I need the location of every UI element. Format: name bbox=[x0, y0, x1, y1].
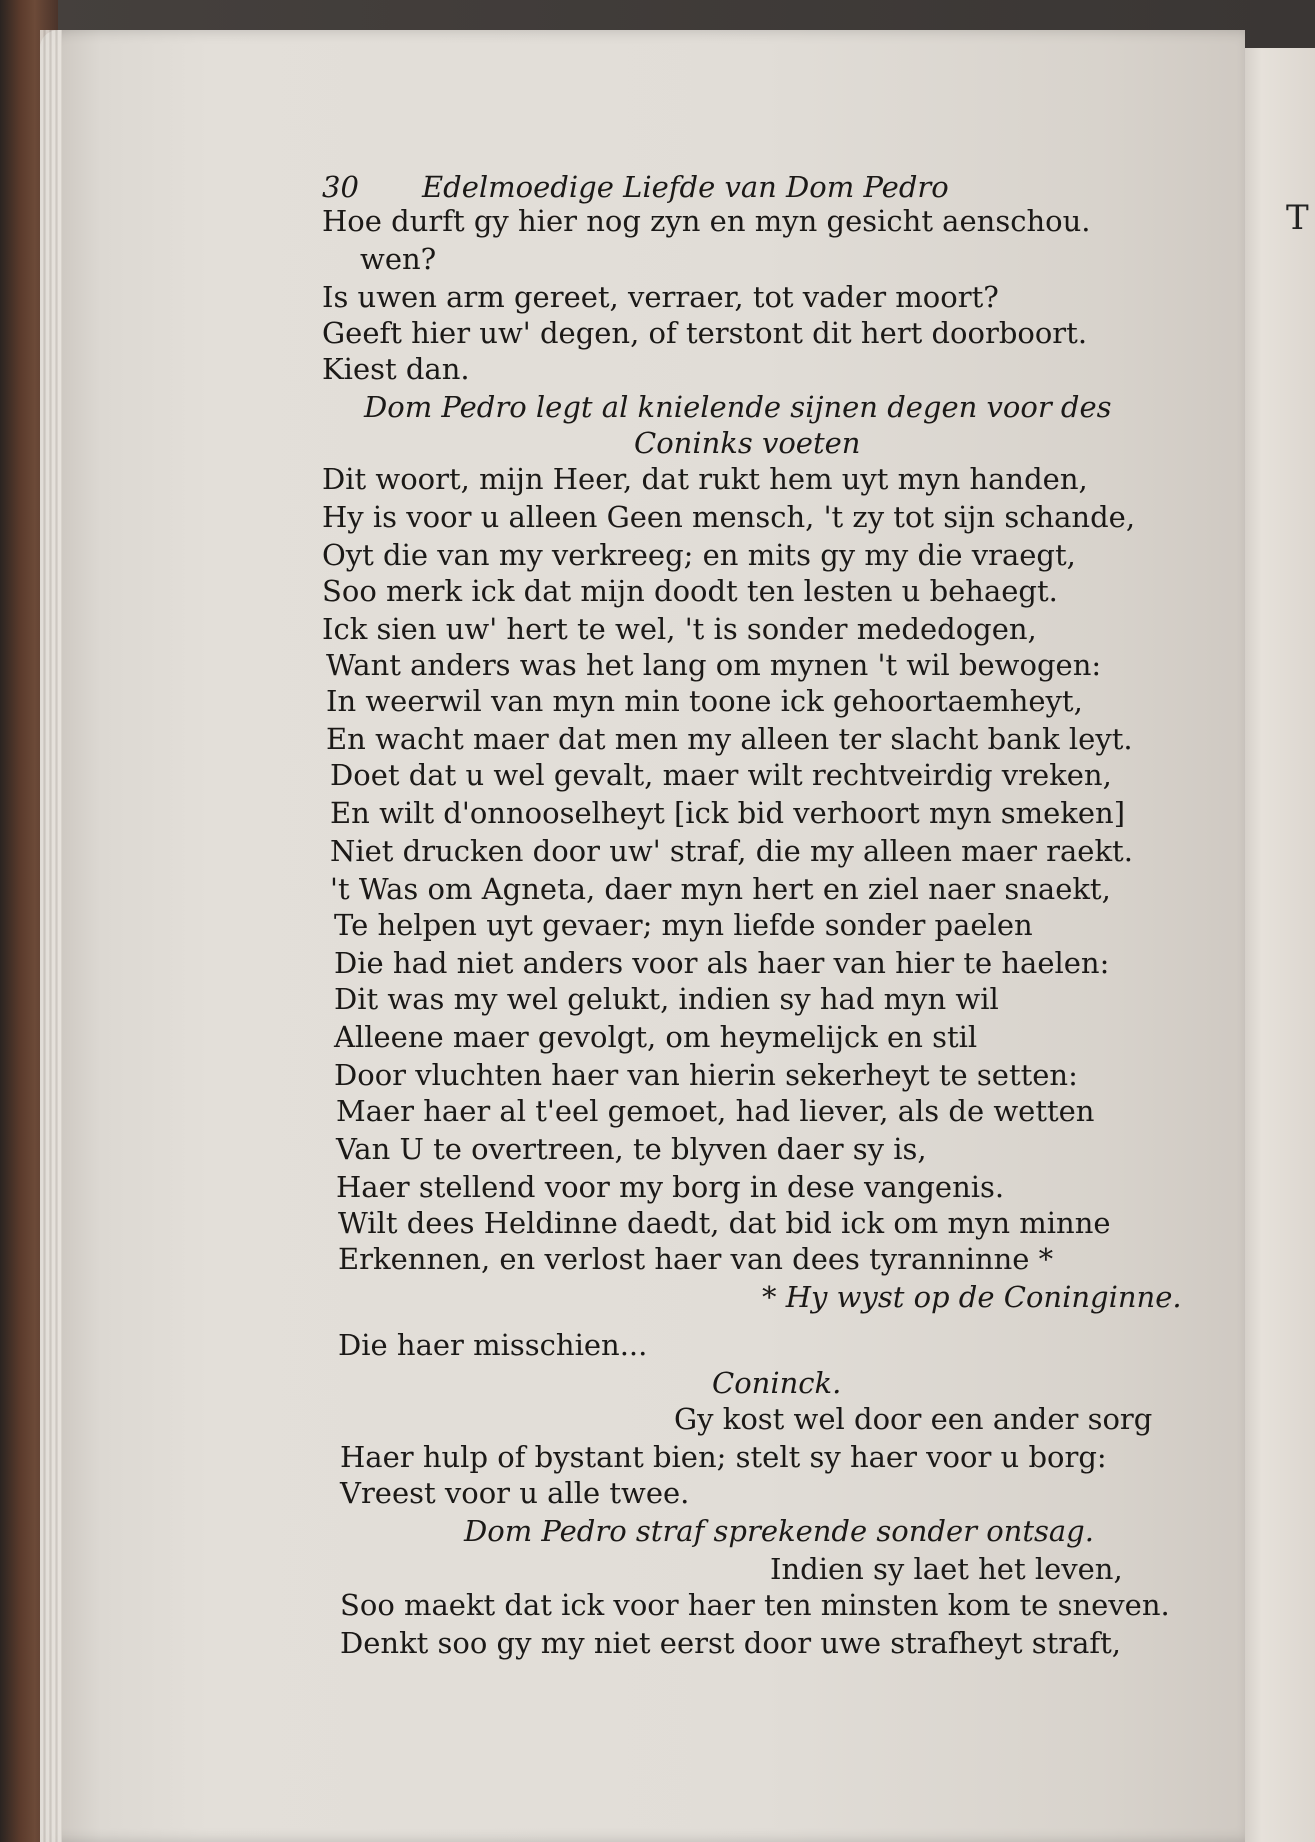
stage-note: * Hy wyst op de Coninginne. bbox=[762, 1280, 1182, 1314]
verse-line: Alleene maer gevolgt, om heymelijck en stil bbox=[334, 1020, 978, 1054]
verse-line: Dit woort, mijn Heer, dat rukt hem uyt myn handen, bbox=[322, 462, 1088, 496]
running-header bbox=[322, 170, 949, 204]
verse-line: Door vluchten haer van hierin sekerheyt te setten: bbox=[334, 1058, 1078, 1092]
verse-line: wen? bbox=[360, 242, 437, 276]
verse-line: Hoe durft gy hier nog zyn en myn gesicht aenschou. bbox=[322, 204, 1091, 238]
verse-line: En wacht maer dat men my alleen ter slacht bank leyt. bbox=[326, 722, 1133, 756]
verse-line: Die had niet anders voor als haer van hier te haelen: bbox=[334, 946, 1110, 980]
verse-line: Haer stellend voor my borg in dese vangenis. bbox=[336, 1170, 1005, 1204]
page-edges bbox=[40, 30, 62, 1842]
verse-line: Van U te overtreen, te blyven daer sy is, bbox=[336, 1132, 927, 1166]
verse-line: Gy kost wel door een ander sorg bbox=[674, 1402, 1153, 1436]
stage-direction: Coninks voeten bbox=[634, 426, 861, 460]
verse-line: Kiest dan. bbox=[322, 352, 470, 386]
verse-line: Niet drucken door uw' straf, die my alleen maer raekt. bbox=[330, 834, 1133, 868]
verse-line: Soo maekt dat ick voor haer ten minsten kom te sneven. bbox=[340, 1588, 1170, 1622]
verse-line: Ick sien uw' hert te wel, 't is sonder mededogen, bbox=[322, 612, 1037, 646]
verse-line: Doet dat u wel gevalt, maer wilt rechtveirdig vreken, bbox=[330, 758, 1112, 792]
verse-line: Indien sy laet het leven, bbox=[770, 1552, 1123, 1586]
verse-line: Die haer misschien... bbox=[338, 1328, 648, 1362]
verse-line: Vreest voor u alle twee. bbox=[340, 1476, 690, 1510]
stage-direction: Dom Pedro straf sprekende sonder ontsag. bbox=[464, 1514, 1094, 1548]
page-number: 30 bbox=[322, 170, 359, 204]
stage-direction: Dom Pedro legt al knielende sijnen degen voor des bbox=[364, 390, 1112, 424]
verse-line: Denkt soo gy my niet eerst door uwe strafheyt straft, bbox=[340, 1626, 1122, 1660]
facing-page-mark: T bbox=[1286, 198, 1309, 238]
verse-line: En wilt d'onnooselheyt [ick bid verhoort myn smeken] bbox=[330, 796, 1126, 830]
facing-page bbox=[1236, 48, 1315, 1842]
verse-line: Te helpen uyt gevaer; myn liefde sonder paelen bbox=[334, 908, 1033, 942]
verse-line: Geeft hier uw' degen, of terstont dit hert doorboort. bbox=[322, 316, 1088, 350]
running-title: Edelmoedige Liefde van Dom Pedro bbox=[422, 170, 949, 204]
verse-line: Wilt dees Heldinne daedt, dat bid ick om myn minne bbox=[338, 1206, 1111, 1240]
verse-line: Haer hulp of bystant bien; stelt sy haer voor u borg: bbox=[340, 1440, 1107, 1474]
verse-line: Hy is voor u alleen Geen mensch, 't zy tot sijn schande, bbox=[322, 500, 1136, 534]
verse-line: Maer haer al t'eel gemoet, had liever, als de wetten bbox=[336, 1094, 1095, 1128]
verse-line: Dit was my wel gelukt, indien sy had myn wil bbox=[334, 982, 999, 1016]
speaker-name: Coninck. bbox=[712, 1366, 842, 1400]
verse-line: 't Was om Agneta, daer myn hert en ziel naer snaekt, bbox=[330, 872, 1111, 906]
verse-line: Erkennen, en verlost haer van dees tyranninne * bbox=[338, 1242, 1054, 1276]
verse-line: In weerwil van myn min toone ick gehoortaemheyt, bbox=[326, 684, 1083, 718]
verse-line: Want anders was het lang om mynen 't wil bewogen: bbox=[326, 648, 1102, 682]
verse-line: Oyt die van my verkreeg; en mits gy my die vraegt, bbox=[322, 538, 1076, 572]
verse-line: Soo merk ick dat mijn doodt ten lesten u behaegt. bbox=[322, 574, 1058, 608]
verse-line: Is uwen arm gereet, verraer, tot vader moort? bbox=[322, 280, 999, 314]
